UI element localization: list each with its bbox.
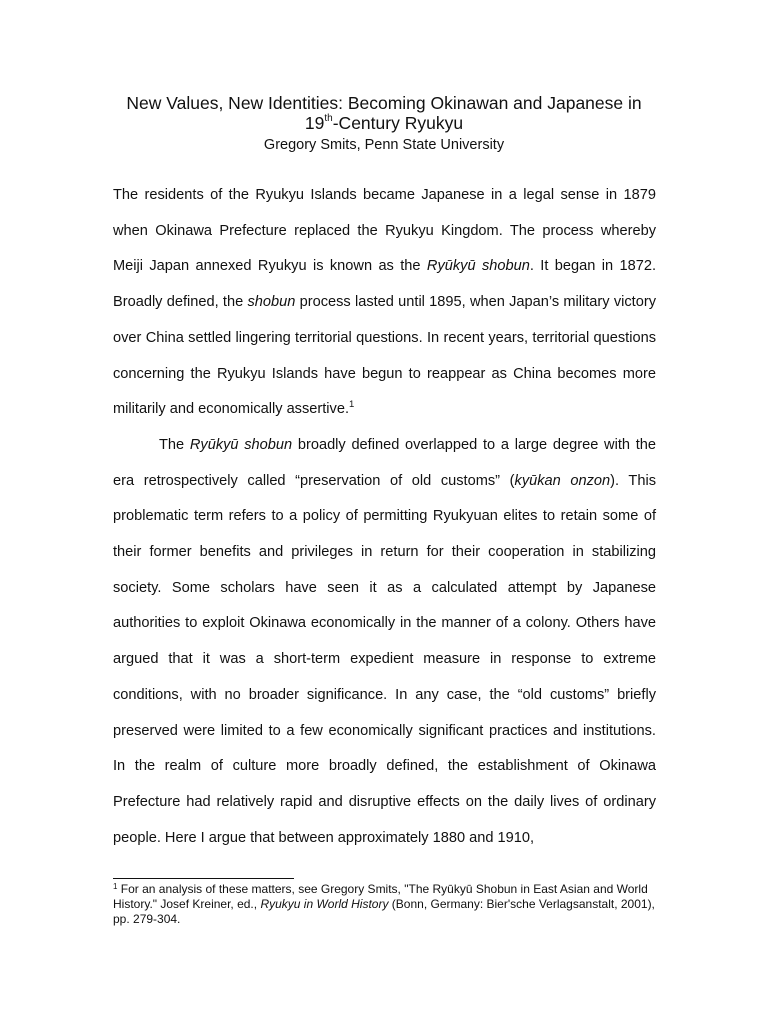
paragraph-1-text-c: process lasted until 1895, when Japan’s military victory over China settled lingering territorial questions. In recent years, territorial questions concerning the Ryukyu Islands have begun to reappear as China becomes more militarily and economically assertive. <box>113 294 656 418</box>
title-line-2-end: -Century Ryukyu <box>332 113 464 133</box>
title-line-1: New Values, New Identities: Becoming Okinawan and Japanese in <box>126 93 642 113</box>
footnote-separator-rule <box>113 878 294 879</box>
paragraph-1-text-b: . It began in 1872. Broadly defined, the <box>113 258 656 311</box>
paragraph-1-italic-a: Ryūkyū shobun <box>426 258 530 275</box>
title-block <box>0 93 768 154</box>
paragraph-2 <box>113 428 656 856</box>
paper-title <box>0 93 768 133</box>
paragraph-1-text-a: The residents of the Ryukyu Islands became Japanese in a legal sense in 1879 when Okinawa Prefecture replaced the Ryukyu Kingdom. The process whereby Meiji Japan annexed Ryukyu is known as the <box>113 187 656 275</box>
footnote-italic-title: Ryukyu in World History <box>260 897 389 912</box>
footnote-text-a: For an analysis of these matters, see Gregory Smits, "The Ryūkyū Shobun in East Asian and World History." Josef Kreiner, ed., <box>113 882 648 912</box>
title-line-2-start: 19 <box>304 113 325 133</box>
paragraph-2-italic-a: Ryūkyū shobun <box>189 436 293 453</box>
footnote-reference-1[interactable]: 1 <box>349 399 355 411</box>
paragraph-1-italic-b: shobun <box>247 294 296 311</box>
paragraph-2-text-c: ). This problematic term refers to a policy of permitting Ryukyuan elites to retain some of their former benefits and privileges in return for their cooperation in stabilizing society. Some scholars have seen it as a calculated attempt by Japanese authorities to exploit Okinawa economically in the manner of a colony. Others have argued that it was a short-term expedient measure in response to extreme conditions, with no broader significance. In any case, the “old customs” briefly preserved were limited to a few economically significant practices and institutions. In the realm of culture more broadly defined, the establishment of Okinawa Prefecture had relatively rapid and disruptive effects on the daily lives of ordinary people. Here I argue that between approximately 1880 and 1910, <box>113 472 656 846</box>
paragraph-2-text-a: The <box>159 436 190 453</box>
title-ordinal-superscript: th <box>324 113 333 125</box>
paragraph-2-text-b: broadly defined overlapped to a large degree with the era retrospectively called “preservation of old customs” ( <box>113 436 656 489</box>
paragraph-2-italic-b: kyūkan onzon <box>514 472 611 489</box>
paragraph-1 <box>113 178 656 428</box>
footnote-mark: 1 <box>113 882 118 891</box>
body-text <box>113 178 656 856</box>
footnote-text-b: (Bonn, Germany: Bier'sche Verlagsanstalt, 2001), pp. 279-304. <box>113 897 655 927</box>
author-line: Gregory Smits, Penn State University <box>263 137 505 153</box>
footnote-1 <box>113 882 658 928</box>
